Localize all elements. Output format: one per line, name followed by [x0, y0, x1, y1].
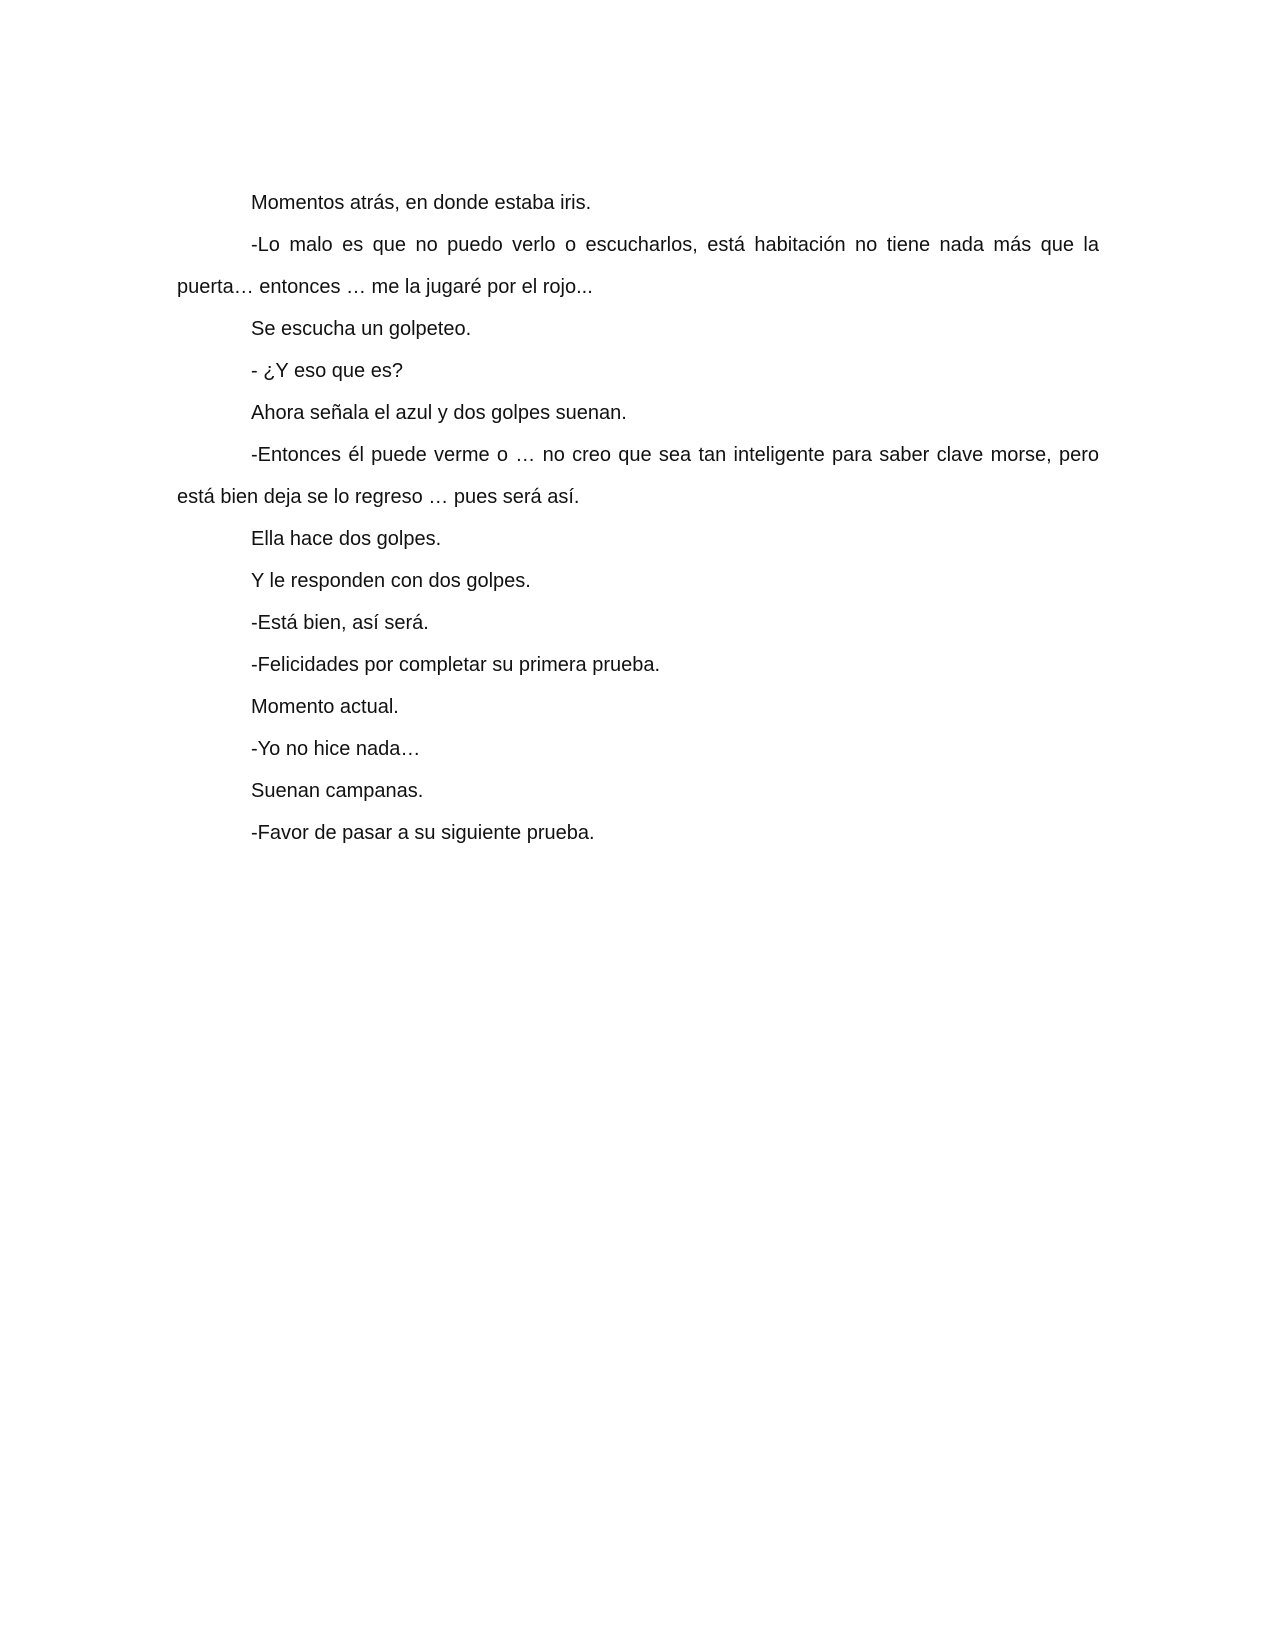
paragraph: Momento actual. — [251, 696, 399, 718]
paragraph: Suenan campanas. — [251, 780, 424, 802]
paragraph: Momentos atrás, en donde estaba iris. — [251, 192, 592, 214]
paragraph: Se escucha un golpeteo. — [251, 318, 472, 340]
paragraph: Ahora señala el azul y dos golpes suenan. — [251, 402, 627, 424]
paragraph: Ella hace dos golpes. — [251, 528, 442, 550]
paragraph: -Entonces él puede verme o … no creo que sea tan inteligente para saber clave morse, pero está bien deja se lo regreso … pues será así. — [177, 444, 1099, 508]
paragraph: - ¿Y eso que es? — [251, 360, 403, 382]
paragraph: -Favor de pasar a su siguiente prueba. — [251, 822, 595, 844]
paragraph: -Felicidades por completar su primera prueba. — [251, 654, 661, 676]
paragraph: -Lo malo es que no puedo verlo o escucharlos, está habitación no tiene nada más que la puerta… entonces … me la jugaré por el rojo... — [177, 234, 1099, 298]
paragraph: -Está bien, así será. — [251, 612, 429, 634]
paragraph: Y le responden con dos golpes. — [251, 570, 531, 592]
paragraph: -Yo no hice nada… — [251, 738, 421, 760]
document-body — [177, 182, 1099, 854]
